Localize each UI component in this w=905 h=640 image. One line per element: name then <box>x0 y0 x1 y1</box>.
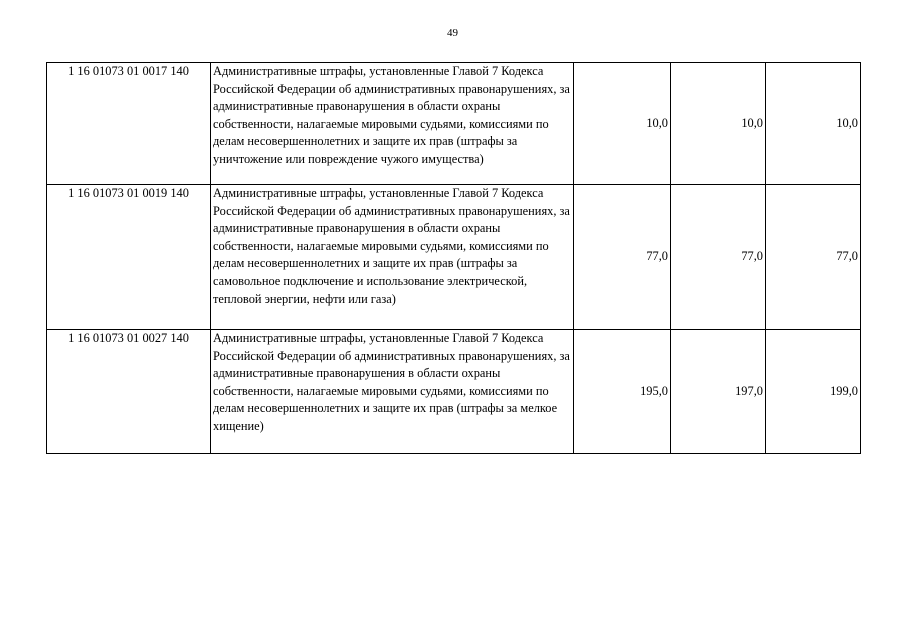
amount-year-2-cell: 10,0 <box>671 63 766 185</box>
page-number: 49 <box>447 27 458 39</box>
description-cell: Административные штрафы, установленные Главой 7 Кодекса Российской Федерации об административных правонарушениях, за административные правонарушения в области охраны собственности, налагаемые мировыми судьями, комиссиями по делам несовершеннолетних и защите их прав (штрафы за мелкое хищение) <box>211 330 574 454</box>
amount-year-3-cell: 199,0 <box>766 330 861 454</box>
table-row <box>47 185 861 330</box>
table-row <box>47 63 861 185</box>
amount-year-1-cell: 77,0 <box>574 185 671 330</box>
amount-year-1-cell: 195,0 <box>574 330 671 454</box>
amount-year-2-cell: 77,0 <box>671 185 766 330</box>
budget-code-cell: 1 16 01073 01 0017 140 <box>47 63 211 185</box>
description-cell: Административные штрафы, установленные Главой 7 Кодекса Российской Федерации об административных правонарушениях, за административные правонарушения в области охраны собственности, налагаемые мировыми судьями, комиссиями по делам несовершеннолетних и защите их прав (штрафы за самовольное подключение и использование электрической, тепловой энергии, нефти или газа) <box>211 185 574 330</box>
revenue-table <box>46 62 861 454</box>
amount-year-3-cell: 77,0 <box>766 185 861 330</box>
budget-code-cell: 1 16 01073 01 0019 140 <box>47 185 211 330</box>
amount-year-3-cell: 10,0 <box>766 63 861 185</box>
budget-code-cell: 1 16 01073 01 0027 140 <box>47 330 211 454</box>
amount-year-1-cell: 10,0 <box>574 63 671 185</box>
table-row <box>47 330 861 454</box>
description-cell: Административные штрафы, установленные Главой 7 Кодекса Российской Федерации об административных правонарушениях, за административные правонарушения в области охраны собственности, налагаемые мировыми судьями, комиссиями по делам несовершеннолетних и защите их прав (штрафы за уничтожение или повреждение чужого имущества) <box>211 63 574 185</box>
amount-year-2-cell: 197,0 <box>671 330 766 454</box>
